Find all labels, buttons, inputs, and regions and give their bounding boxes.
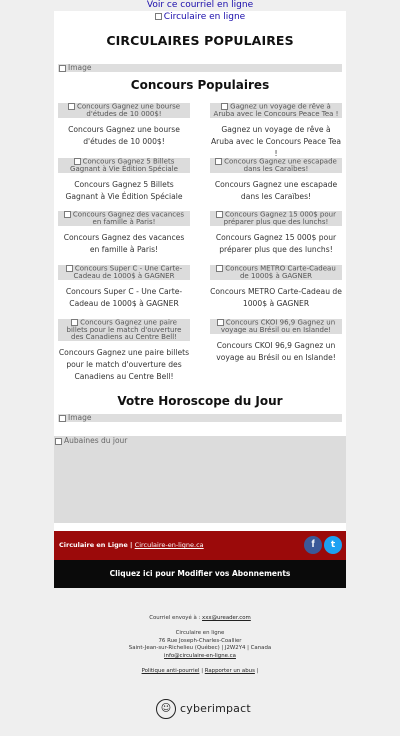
contest-item[interactable] bbox=[210, 158, 342, 203]
contest-image-alt: Concours Gagnez une bourse d'études de 10 000$! bbox=[76, 103, 181, 118]
contest-image-alt: Concours Gagnez 5 Billets Gagnant à Vie Édition Spéciale bbox=[70, 158, 178, 173]
contest-item[interactable] bbox=[210, 319, 342, 364]
contest-image[interactable] bbox=[58, 265, 190, 280]
horoscope-heading: Votre Horoscope du Jour bbox=[117, 394, 283, 408]
banner-alt-text: Image bbox=[68, 63, 92, 72]
sent-to-line bbox=[0, 615, 400, 622]
cyberimpact-logo[interactable] bbox=[156, 699, 256, 721]
contest-caption[interactable]: Concours Gagnez 15 000$ pour préparer plus que des lunchs! bbox=[215, 233, 337, 254]
contest-caption[interactable]: Concours Gagnez une bourse d'études de 10 000$! bbox=[68, 125, 180, 146]
contest-image-alt: Concours Gagnez une escapade dans les Caraïbes! bbox=[224, 158, 337, 173]
logo-image[interactable] bbox=[54, 11, 346, 23]
brand-bar bbox=[54, 531, 346, 560]
address-line-1: 76 Rue Joseph-Charles-Coallier bbox=[158, 637, 242, 644]
report-abuse-link[interactable]: Rapporter un abus bbox=[204, 668, 255, 675]
broken-image-icon bbox=[215, 158, 222, 165]
contest-image[interactable] bbox=[210, 265, 342, 280]
twitter-icon[interactable]: t bbox=[324, 536, 342, 554]
website-link[interactable]: Circulaire-en-ligne.ca bbox=[134, 541, 204, 549]
broken-image-icon bbox=[64, 211, 71, 218]
contest-caption[interactable]: Concours Gagnez des vacances en famille à Paris! bbox=[63, 233, 185, 254]
contest-caption[interactable]: Concours Gagnez 5 Billets Gagnant à Vie Édition Spéciale bbox=[65, 180, 183, 201]
contest-image-alt: Concours METRO Carte-Cadeau de 1000$ à GAGNER bbox=[225, 265, 336, 280]
contest-item[interactable] bbox=[210, 265, 342, 310]
contest-image-alt: Concours Gagnez 15 000$ pour préparer plus que des lunchs! bbox=[223, 211, 336, 226]
contest-image-alt: Gagnez un voyage de rêve à Aruba avec le Concours Peace Tea ! bbox=[213, 103, 339, 118]
brand-name: Circulaire en Ligne bbox=[59, 541, 128, 549]
broken-image-icon bbox=[216, 211, 223, 218]
page-title: CIRCULAIRES POPULAIRES bbox=[106, 33, 294, 48]
contest-item[interactable] bbox=[58, 158, 190, 203]
contest-caption[interactable]: Concours Super C - Une Carte-Cadeau de 1000$ à GAGNER bbox=[65, 287, 183, 308]
footer bbox=[0, 615, 400, 675]
contest-image-alt: Concours Gagnez une paire billets pour le match d'ouverture des Canadiens au Centre Bell! bbox=[66, 319, 182, 341]
contest-image[interactable] bbox=[58, 319, 190, 341]
footer-separator-end: | bbox=[254, 668, 259, 675]
contact-email-link[interactable]: info@circulaire-en-ligne.ca bbox=[164, 652, 236, 659]
anti-spam-policy-link[interactable]: Politique anti-pourriel bbox=[141, 668, 200, 675]
contest-image[interactable] bbox=[210, 319, 342, 334]
broken-image-icon bbox=[68, 103, 75, 110]
contest-caption[interactable]: Concours Gagnez une paire billets pour le match d'ouverture des Canadiens au Centre Bell! bbox=[58, 348, 190, 381]
contest-caption[interactable]: Concours METRO Carte-Cadeau de 1000$ à GAGNER bbox=[210, 287, 342, 308]
banner-image[interactable] bbox=[58, 64, 342, 72]
contest-item[interactable] bbox=[210, 103, 342, 160]
recipient-email-link[interactable]: xxx@ureader.com bbox=[202, 615, 251, 621]
manage-subscriptions-button[interactable]: Cliquez ici pour Modifier vos Abonnements bbox=[54, 560, 346, 588]
contest-caption[interactable]: Concours Gagnez une escapade dans les Caraïbes! bbox=[214, 180, 338, 201]
footer-separator: | bbox=[199, 668, 205, 675]
contest-item[interactable] bbox=[58, 211, 190, 256]
broken-image-icon bbox=[55, 438, 62, 445]
contest-caption[interactable]: Concours CKOI 96,9 Gagnez un voyage au Brésil ou en Islande! bbox=[216, 341, 336, 362]
contest-image[interactable] bbox=[210, 211, 342, 226]
deals-alt-text: Aubaines du jour bbox=[64, 436, 128, 445]
contest-item[interactable] bbox=[210, 211, 342, 256]
footer-links bbox=[0, 668, 400, 675]
contest-item[interactable] bbox=[58, 265, 190, 310]
deals-image[interactable] bbox=[54, 436, 346, 523]
address-line-2: Saint-Jean-sur-Richelieu (Québec) | J2W2Y4 | Canada bbox=[128, 645, 272, 652]
contest-image-alt: Concours Gagnez des vacances en famille à Paris! bbox=[72, 211, 185, 226]
horoscope-image[interactable] bbox=[58, 414, 342, 422]
logo-alt-text: Circulaire en ligne bbox=[163, 12, 246, 22]
broken-image-icon bbox=[216, 265, 223, 272]
broken-image-icon bbox=[59, 65, 66, 72]
broken-image-icon bbox=[66, 265, 73, 272]
brand-separator: | bbox=[127, 541, 135, 549]
contest-item[interactable] bbox=[58, 319, 190, 383]
contest-image[interactable] bbox=[210, 158, 342, 173]
cyberimpact-logo-icon: ☺ bbox=[156, 699, 176, 719]
cyberimpact-logo-text: cyberimpact bbox=[180, 702, 251, 715]
view-online-link[interactable]: Voir ce courriel en ligne bbox=[146, 0, 254, 10]
horoscope-alt-text: Image bbox=[68, 413, 92, 422]
contest-image-alt: Concours CKOI 96,9 Gagnez un voyage au Brésil ou en Islande! bbox=[220, 319, 336, 334]
facebook-icon[interactable]: f bbox=[304, 536, 322, 554]
contests-heading: Concours Populaires bbox=[130, 78, 270, 92]
contest-image[interactable] bbox=[58, 103, 190, 118]
email-card bbox=[54, 11, 346, 531]
contest-image[interactable] bbox=[210, 103, 342, 118]
broken-image-icon bbox=[155, 13, 162, 20]
contest-image[interactable] bbox=[58, 158, 190, 173]
contest-item[interactable] bbox=[58, 103, 190, 148]
contest-image[interactable] bbox=[58, 211, 190, 226]
contest-image-alt: Concours Super C - Une Carte-Cadeau de 1000$ à GAGNER bbox=[73, 265, 183, 280]
company-name: Circulaire en ligne bbox=[175, 630, 225, 637]
contest-caption[interactable]: Gagnez un voyage de rêve à Aruba avec le Concours Peace Tea ! bbox=[210, 125, 342, 158]
broken-image-icon bbox=[59, 415, 66, 422]
brand-bar-text bbox=[59, 540, 204, 550]
sent-to-label: Courriel envoyé à : bbox=[149, 615, 203, 621]
